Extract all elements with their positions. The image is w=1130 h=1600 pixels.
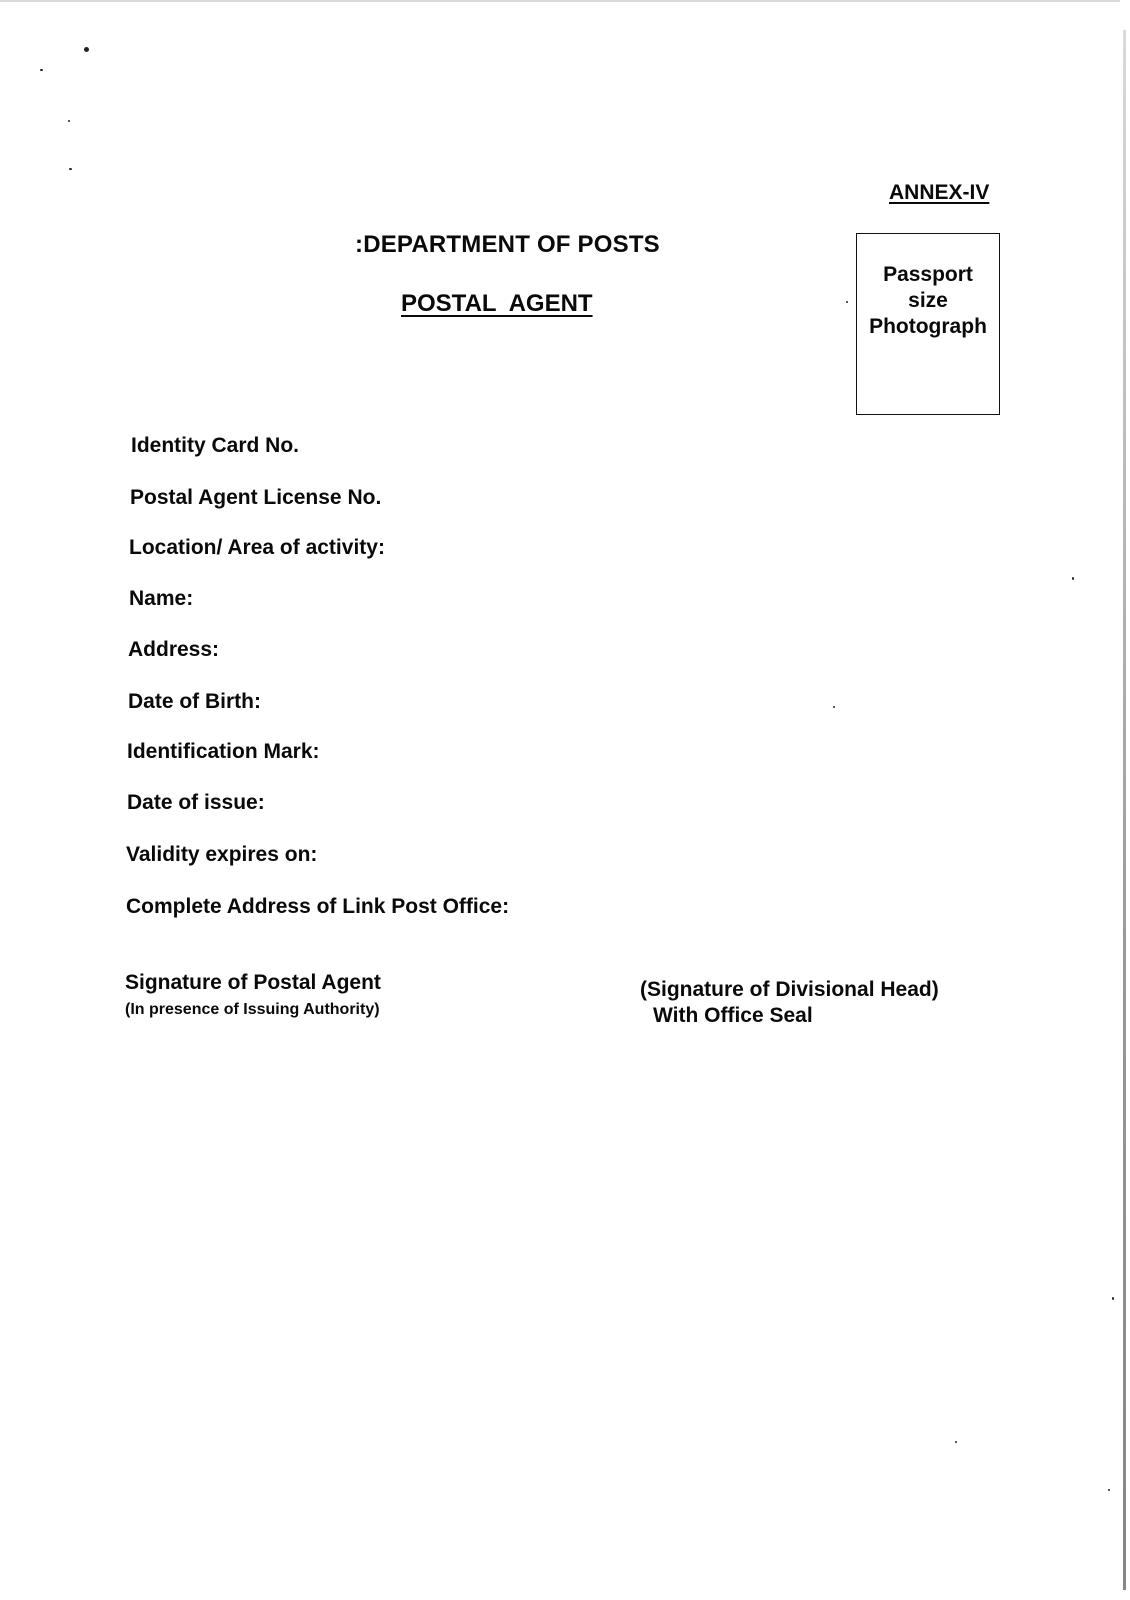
scan-speck xyxy=(68,120,70,122)
scan-edge-right xyxy=(1123,30,1126,1590)
agent-signature-label: Signature of Postal Agent xyxy=(125,971,381,994)
scan-speck xyxy=(833,706,835,708)
field-link-post-office-address: Complete Address of Link Post Office: xyxy=(126,895,510,918)
field-address: Address: xyxy=(128,638,220,661)
field-license-no: Postal Agent License No. xyxy=(130,486,382,509)
photo-placeholder-box xyxy=(856,233,1000,415)
field-identification-mark: Identification Mark: xyxy=(127,740,320,763)
field-identity-card-no: Identity Card No. xyxy=(131,434,300,457)
form-title: POSTAL AGENT xyxy=(401,290,593,317)
annex-label: ANNEX-IV xyxy=(889,181,990,204)
scan-speck xyxy=(1112,1297,1114,1300)
field-date-of-issue: Date of issue: xyxy=(127,791,265,814)
photo-label-line1: Passport xyxy=(883,263,973,286)
scan-speck xyxy=(1108,1489,1110,1491)
field-name: Name: xyxy=(129,587,194,610)
scan-edge-top xyxy=(0,0,1120,2)
field-date-of-birth: Date of Birth: xyxy=(128,690,261,713)
photo-label-line2: size xyxy=(908,289,948,312)
office-seal-note: With Office Seal xyxy=(653,1004,813,1027)
scan-speck xyxy=(955,1441,957,1443)
field-location: Location/ Area of activity: xyxy=(129,536,385,559)
department-heading: :DEPARTMENT OF POSTS xyxy=(355,231,660,258)
scan-speck xyxy=(40,69,43,71)
scan-speck xyxy=(84,47,89,52)
divisional-head-signature-label: (Signature of Divisional Head) xyxy=(640,978,939,1001)
photo-label-line3: Photograph xyxy=(869,315,987,338)
agent-signature-note: (In presence of Issuing Authority) xyxy=(125,1001,380,1018)
scan-speck xyxy=(846,301,848,303)
field-validity-expires: Validity expires on: xyxy=(126,843,318,866)
scan-speck xyxy=(69,168,72,170)
scan-speck xyxy=(1072,577,1074,580)
